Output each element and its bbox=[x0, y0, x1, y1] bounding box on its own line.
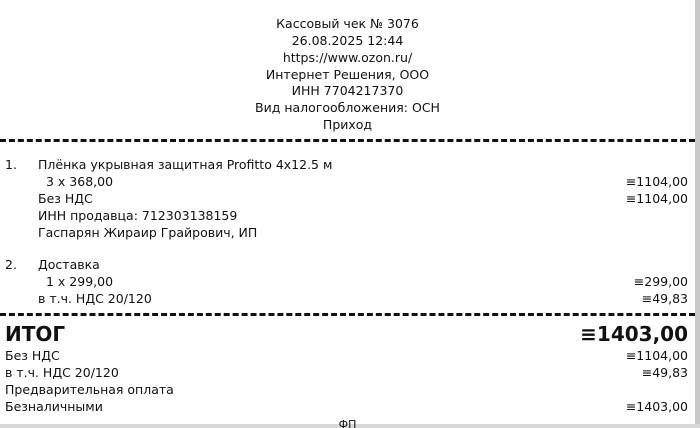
item-qty-row bbox=[0, 273, 688, 290]
item-qty-row bbox=[0, 173, 688, 190]
seller-inn: ИНН продавца: 712303138159 bbox=[38, 208, 238, 223]
company-name: Интернет Решения, ООО bbox=[265, 67, 430, 82]
item-vat-row bbox=[0, 290, 688, 307]
seller-name: Гаспарян Жираир Грайрович, ИП bbox=[38, 225, 258, 240]
divider bbox=[0, 139, 695, 142]
cashless-value: ≡1403,00 bbox=[625, 399, 688, 414]
no-vat-value: ≡1104,00 bbox=[625, 348, 688, 363]
item-row-2 bbox=[0, 256, 688, 273]
item-vat-value: ≡1104,00 bbox=[625, 191, 688, 206]
prepayment-label: Предварительная оплата bbox=[5, 382, 174, 397]
seller-inn-row bbox=[0, 207, 688, 224]
vat-value: ≡49,83 bbox=[641, 365, 688, 380]
total-vat-row bbox=[0, 364, 688, 381]
total-no-vat-row bbox=[0, 347, 688, 364]
item-name: Плёнка укрывная защитная Profitto 4x12.5 м bbox=[38, 157, 333, 172]
vat-label: в т.ч. НДС 20/120 bbox=[5, 365, 119, 380]
item-sum: ≡299,00 bbox=[633, 274, 688, 289]
divider bbox=[0, 313, 695, 316]
item-row-1 bbox=[0, 156, 688, 173]
no-vat-label: Без НДС bbox=[5, 348, 60, 363]
receipt-title: Кассовый чек № 3076 bbox=[276, 16, 419, 31]
item-qty-price: 3 x 368,00 bbox=[46, 174, 114, 189]
seller-name-row bbox=[0, 224, 688, 241]
item-vat-label: в т.ч. НДС 20/120 bbox=[38, 291, 152, 306]
company-inn: ИНН 7704217370 bbox=[291, 83, 404, 98]
store-url: https://www.ozon.ru/ bbox=[282, 50, 413, 65]
cashless-label: Безналичными bbox=[5, 399, 103, 414]
item-vat-value: ≡49,83 bbox=[641, 291, 688, 306]
tax-system: Вид налогообложения: ОСН bbox=[255, 100, 440, 115]
item-name: Доставка bbox=[38, 257, 100, 272]
receipt-datetime: 26.08.2025 12:44 bbox=[291, 33, 404, 48]
footer-partial-text: ФП bbox=[338, 420, 357, 428]
total-value: ≡1403,00 bbox=[580, 322, 688, 346]
item-qty-price: 1 x 299,00 bbox=[46, 274, 114, 289]
total-row bbox=[0, 321, 688, 347]
operation-type: Приход bbox=[322, 117, 373, 132]
total-label: ИТОГ bbox=[5, 322, 66, 346]
item-vat-label: Без НДС bbox=[38, 191, 93, 206]
prepayment-row bbox=[0, 381, 688, 398]
item-sum: ≡1104,00 bbox=[625, 174, 688, 189]
cashless-row bbox=[0, 398, 688, 415]
scrollbar[interactable] bbox=[695, 0, 700, 428]
item-number: 2. bbox=[5, 257, 17, 272]
item-number: 1. bbox=[5, 157, 17, 172]
item-vat-row bbox=[0, 190, 688, 207]
